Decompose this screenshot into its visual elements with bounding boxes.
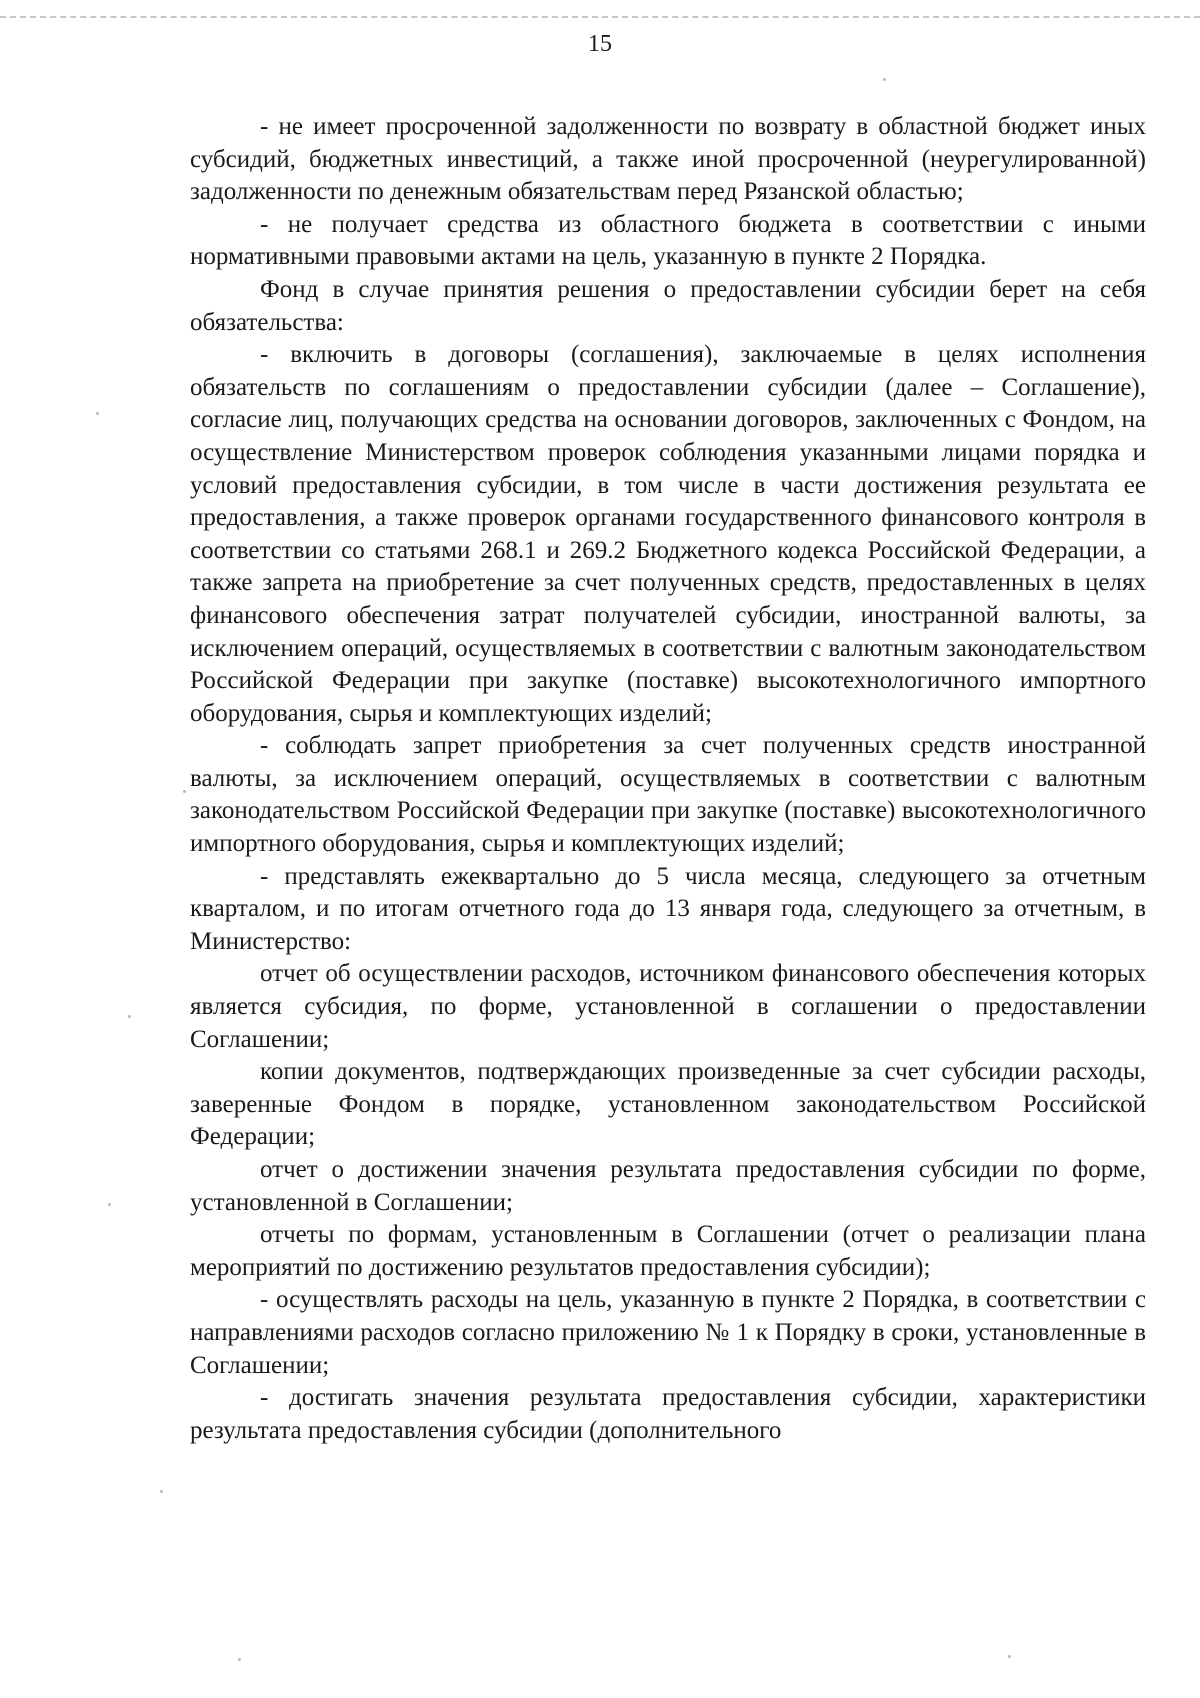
paragraph-quarterly-reporting: - представлять ежеквартально до 5 числа месяца, следующего за отчетным кварталом, и по итогам отчетного года до 13 января года, следующего за отчетным, в Министерство: [190, 862, 1146, 955]
page-number: 15 [588, 31, 612, 57]
paragraph-expense-report: отчет об осуществлении расходов, источником финансового обеспечения которых является субсидия, по форме, установленной в соглашении о предоставлении Соглашении; [190, 960, 1146, 1053]
scan-speck [883, 78, 886, 81]
document-body [190, 111, 1146, 1447]
paragraph-plan-reports: отчеты по формам, установленным в Соглашении (отчет о реализации плана мероприятий по достижению результатов предоставления субсидии); [190, 1221, 1146, 1281]
scan-speck [128, 1015, 131, 1018]
paragraph-result-report: отчет о достижении значения результата предоставления субсидии по форме, установленной в Соглашении; [190, 1156, 1146, 1216]
paragraph-spend-on-purpose: - осуществлять расходы на цель, указанную в пункте 2 Порядка, в соответствии с направлениями расходов согласно приложению № 1 к Порядку в сроки, установленные в Соглашении; [190, 1286, 1146, 1379]
scan-speck [96, 412, 99, 415]
scan-top-edge [0, 16, 1200, 18]
scan-speck [160, 1490, 163, 1493]
paragraph-currency-ban: - соблюдать запрет приобретения за счет полученных средств иностранной валюты, за исключением операций, осуществляемых в соответствии с валютным законодательством Российской Федерации при закупке (поставке) высокотехнологичного импортного оборудования, сырья и комплектующих изделий; [190, 732, 1146, 858]
scan-speck [183, 790, 186, 793]
paragraph-no-other-funds: - не получает средства из областного бюджета в соответствии с иными нормативными правовыми актами на цель, указанную в пункте 2 Порядка. [190, 210, 1146, 271]
paragraph-document-copies: копии документов, подтверждающих произведенные за счет субсидии расходы, заверенные Фондом в порядке, установленном законодательством Российской Федерации; [190, 1058, 1146, 1151]
scan-speck [238, 1658, 241, 1661]
paragraph-achieve-result: - достигать значения результата предоставления субсидии, характеристики результата предоставления субсидии (дополнительного [190, 1384, 1146, 1444]
scan-speck [108, 1203, 111, 1206]
paragraph-include-in-contracts: - включить в договоры (соглашения), заключаемые в целях исполнения обязательств по соглашениям о предоставлении субсидии (далее – Соглашение), согласие лиц, получающих средства на основании договоров, заключенных с Фондом, на осуществление Министерством проверок соблюдения указанными лицами порядка и условий предоставления субсидии, в том числе в части достижения результата ее предоставления, а также проверок органами государственного финансового контроля в соответствии со статьями 268.1 и 269.2 Бюджетного кодекса Российской Федерации, а также запрета на приобретение за счет полученных средств, предоставленных в целях финансового обеспечения затрат получателей субсидии, иностранной валюты, за исключением операций, осуществляемых в соответствии с валютным законодательством Российской Федерации при закупке (поставке) высокотехнологичного импортного оборудования, сырья и комплектующих изделий; [190, 341, 1146, 727]
scan-speck [1008, 1655, 1011, 1658]
paragraph-no-overdue-debt: - не имеет просроченной задолженности по возврату в областной бюджет иных субсидий, бюджетных инвестиций, а также иной просроченной (неурегулированной) задолженности по денежным обязательствам перед Рязанской областью; [190, 113, 1146, 206]
paragraph-fund-obligations-intro: Фонд в случае принятия решения о предоставлении субсидии берет на себя обязательства: [190, 275, 1146, 336]
